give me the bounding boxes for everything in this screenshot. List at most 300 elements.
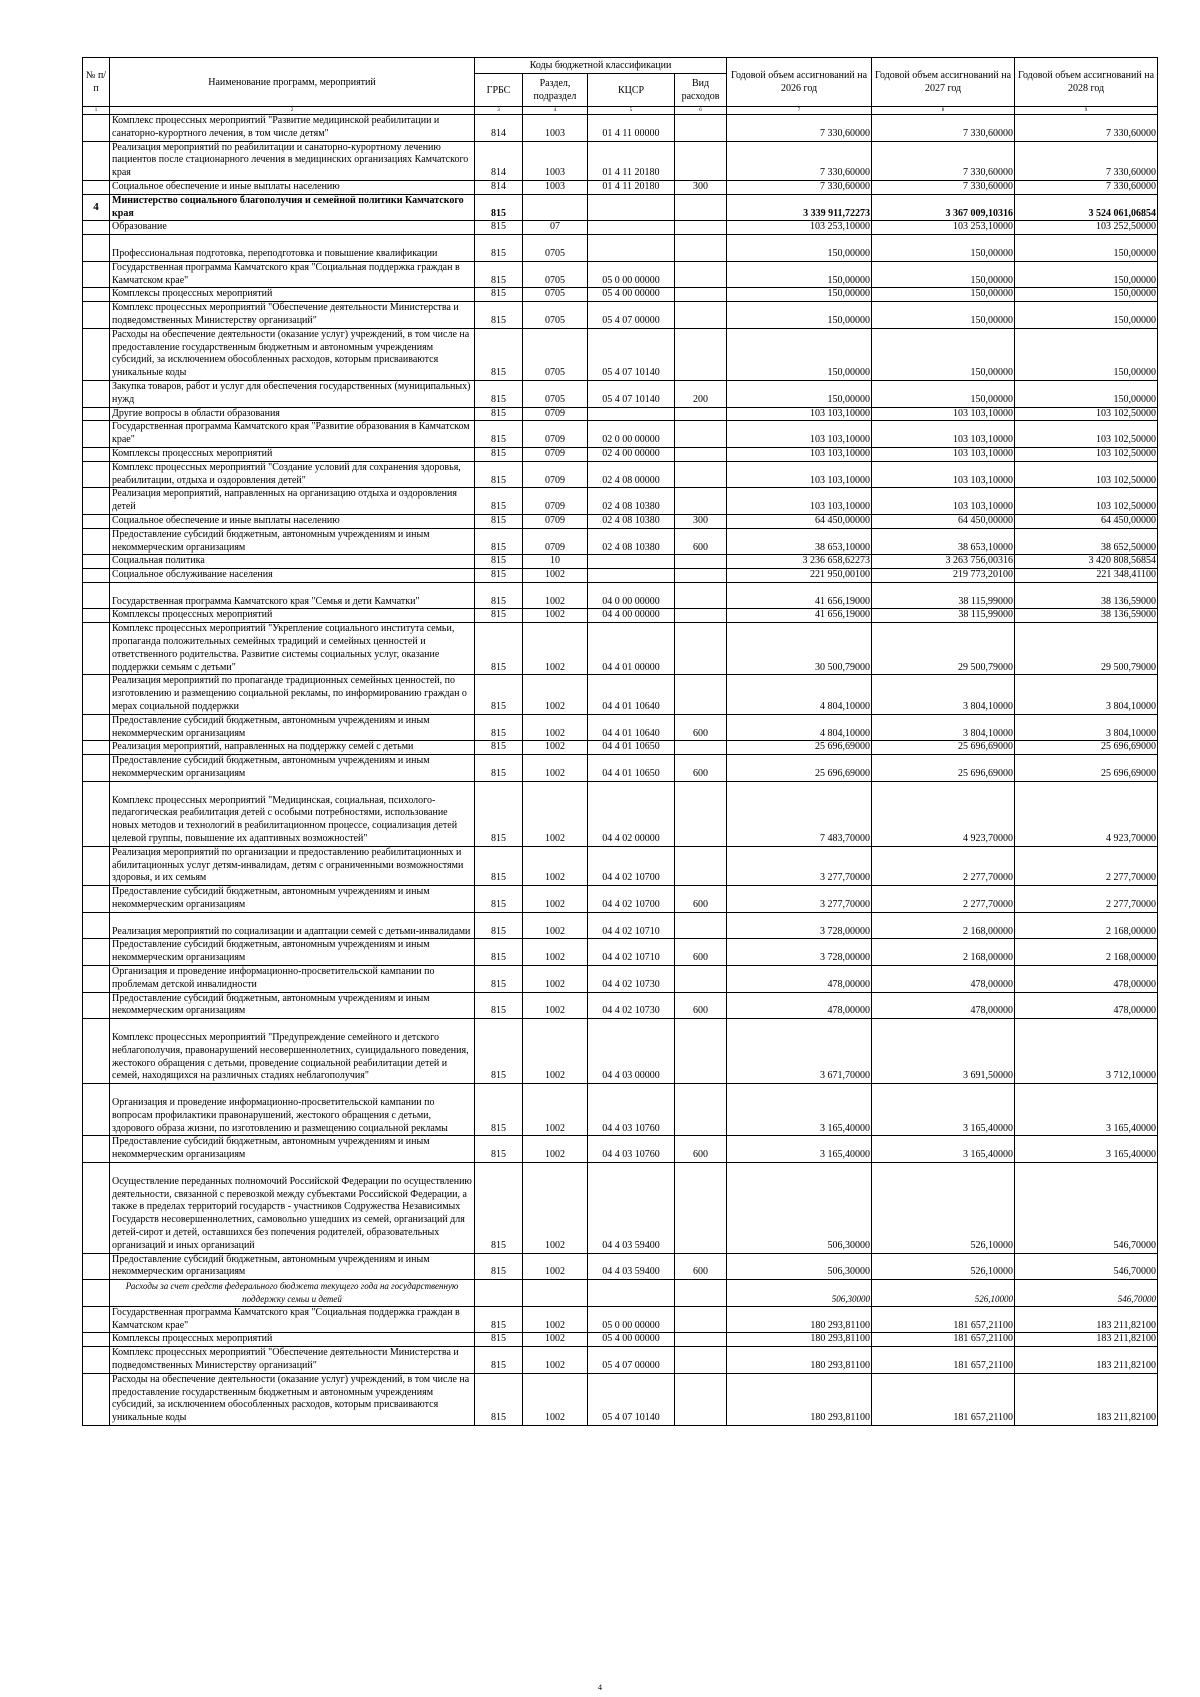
- grbs-code: 815: [475, 582, 523, 609]
- vid-code: [675, 609, 727, 623]
- vid-code: [675, 1019, 727, 1084]
- razdel-code: 0705: [523, 380, 588, 407]
- razdel-code: 1002: [523, 1347, 588, 1374]
- row-number: [83, 741, 110, 755]
- row-number: [83, 302, 110, 329]
- table-row: [83, 582, 1158, 609]
- amount-2027: 150,00000: [872, 302, 1015, 329]
- razdel-code: [523, 194, 588, 221]
- grbs-code: 815: [475, 623, 523, 675]
- amount-2027: 181 657,21100: [872, 1306, 1015, 1333]
- vid-code: 600: [675, 714, 727, 741]
- amount-2028: 2 277,70000: [1015, 886, 1158, 913]
- col-2027-header: Годовой объем ассигнований на 2027 год: [872, 58, 1015, 107]
- grbs-code: 815: [475, 886, 523, 913]
- grbs-code: 815: [475, 461, 523, 488]
- kcsr-code: 04 4 02 10710: [588, 912, 675, 939]
- program-name: Комплексы процессных мероприятий: [110, 1333, 475, 1347]
- razdel-code: 1002: [523, 912, 588, 939]
- vid-code: [675, 421, 727, 448]
- razdel-code: 0709: [523, 407, 588, 421]
- amount-2028: 4 923,70000: [1015, 781, 1158, 846]
- kcsr-code: 04 4 03 59400: [588, 1162, 675, 1253]
- amount-2026: 64 450,00000: [727, 514, 872, 528]
- col-grbs-header: ГРБС: [475, 74, 523, 107]
- grbs-code: 815: [475, 714, 523, 741]
- amount-2026: 4 804,10000: [727, 675, 872, 714]
- row-number: [83, 886, 110, 913]
- amount-2026: 25 696,69000: [727, 741, 872, 755]
- razdel-code: 1002: [523, 992, 588, 1019]
- razdel-code: 1003: [523, 180, 588, 194]
- vid-code: [675, 221, 727, 235]
- kcsr-code: 04 4 03 10760: [588, 1084, 675, 1136]
- grbs-code: 815: [475, 261, 523, 288]
- grbs-code: 815: [475, 1019, 523, 1084]
- razdel-code: 1002: [523, 569, 588, 583]
- program-name: Комплексы процессных мероприятий: [110, 609, 475, 623]
- amount-2026: 3 277,70000: [727, 886, 872, 913]
- program-name: Предоставление субсидий бюджетным, автономным учреждениям и иным некоммерческим организациям: [110, 714, 475, 741]
- grbs-code: 815: [475, 221, 523, 235]
- table-row: [83, 912, 1158, 939]
- program-name: Государственная программа Камчатского края "Семья и дети Камчатки": [110, 582, 475, 609]
- amount-2027: 103 103,10000: [872, 447, 1015, 461]
- program-name: Комплекс процессных мероприятий "Развитие медицинской реабилитации и санаторно-курортного лечения, в том числе детям": [110, 115, 475, 142]
- table-row: [83, 115, 1158, 142]
- grbs-code: 815: [475, 514, 523, 528]
- program-name: Реализация мероприятий, направленных на поддержку семей с детьми: [110, 741, 475, 755]
- row-number: [83, 1019, 110, 1084]
- amount-2026: 150,00000: [727, 302, 872, 329]
- table-row: [83, 1253, 1158, 1280]
- amount-2028: 103 102,50000: [1015, 447, 1158, 461]
- amount-2026: 3 339 911,72273: [727, 194, 872, 221]
- program-name: Предоставление субсидий бюджетным, автономным учреждениям и иным некоммерческим организациям: [110, 528, 475, 555]
- kcsr-code: 04 4 02 00000: [588, 781, 675, 846]
- program-name: Социальное обслуживание населения: [110, 569, 475, 583]
- vid-code: [675, 447, 727, 461]
- amount-2028: 29 500,79000: [1015, 623, 1158, 675]
- amount-2027: 2 277,70000: [872, 886, 1015, 913]
- razdel-code: 1002: [523, 675, 588, 714]
- kcsr-code: 04 4 01 10640: [588, 714, 675, 741]
- amount-2026: 180 293,81100: [727, 1333, 872, 1347]
- vid-code: [675, 488, 727, 515]
- program-name: Комплекс процессных мероприятий "Предупреждение семейного и детского неблагополучия, правонарушений несовершеннолетних, суицидального поведения, жестокого обращения с детьми, проведение социальной реабилитации детей и семей, находящихся на различных стадиях неблагополучия": [110, 1019, 475, 1084]
- program-name: Реализация мероприятий по пропаганде традиционных семейных ценностей, по изготовлению и размещению социальной рекламы, по информированию граждан о мерах социальной поддержки: [110, 675, 475, 714]
- amount-2028: 150,00000: [1015, 288, 1158, 302]
- grbs-code: 815: [475, 1347, 523, 1374]
- razdel-code: 1002: [523, 939, 588, 966]
- amount-2026: 41 656,19000: [727, 582, 872, 609]
- row-number: [83, 1136, 110, 1163]
- row-number: 4: [83, 194, 110, 221]
- amount-2028: 3 712,10000: [1015, 1019, 1158, 1084]
- amount-2027: 150,00000: [872, 261, 1015, 288]
- amount-2027: 2 168,00000: [872, 912, 1015, 939]
- row-number: [83, 582, 110, 609]
- row-number: [83, 1373, 110, 1425]
- razdel-code: 1002: [523, 1253, 588, 1280]
- table-row: [83, 886, 1158, 913]
- table-row: [83, 741, 1158, 755]
- grbs-code: 815: [475, 781, 523, 846]
- amount-2026: 7 330,60000: [727, 115, 872, 142]
- program-name: Предоставление субсидий бюджетным, автономным учреждениям и иным некоммерческим организациям: [110, 886, 475, 913]
- row-number: [83, 447, 110, 461]
- kcsr-code: [588, 569, 675, 583]
- row-number: [83, 1280, 110, 1307]
- vid-code: 600: [675, 886, 727, 913]
- amount-2026: 25 696,69000: [727, 755, 872, 782]
- amount-2027: 150,00000: [872, 380, 1015, 407]
- table-row: [83, 380, 1158, 407]
- grbs-code: 814: [475, 115, 523, 142]
- col-kcsr-header: КЦСР: [588, 74, 675, 107]
- amount-2026: 103 103,10000: [727, 447, 872, 461]
- col-num-header: № п/п: [83, 58, 110, 107]
- razdel-code: 1002: [523, 1333, 588, 1347]
- row-number: [83, 488, 110, 515]
- kcsr-code: 05 4 07 10140: [588, 380, 675, 407]
- grbs-code: 815: [475, 380, 523, 407]
- program-name: Предоставление субсидий бюджетным, автономным учреждениям и иным некоммерческим организациям: [110, 1136, 475, 1163]
- amount-2026: 103 103,10000: [727, 488, 872, 515]
- amount-2027: 7 330,60000: [872, 141, 1015, 180]
- vid-code: [675, 194, 727, 221]
- razdel-code: 1003: [523, 115, 588, 142]
- kcsr-code: [588, 1280, 675, 1307]
- razdel-code: 1002: [523, 1306, 588, 1333]
- amount-2026: 150,00000: [727, 288, 872, 302]
- kcsr-code: 05 4 07 10140: [588, 328, 675, 380]
- row-number: [83, 755, 110, 782]
- col-razdel-header: Раздел, подраздел: [523, 74, 588, 107]
- grbs-code: 815: [475, 569, 523, 583]
- vid-code: 300: [675, 180, 727, 194]
- table-row: [83, 966, 1158, 993]
- kcsr-code: [588, 221, 675, 235]
- kcsr-code: 05 0 00 00000: [588, 261, 675, 288]
- amount-2028: 150,00000: [1015, 302, 1158, 329]
- table-body: [83, 115, 1158, 1426]
- program-name: Профессиональная подготовка, переподготовка и повышение квалификации: [110, 235, 475, 262]
- amount-2028: 183 211,82100: [1015, 1347, 1158, 1374]
- amount-2026: 3 728,00000: [727, 912, 872, 939]
- amount-2026: 30 500,79000: [727, 623, 872, 675]
- program-name: Реализация мероприятий, направленных на организацию отдыха и оздоровления детей: [110, 488, 475, 515]
- vid-code: [675, 912, 727, 939]
- razdel-code: 1003: [523, 141, 588, 180]
- kcsr-code: 02 4 08 10380: [588, 514, 675, 528]
- col-index: 9: [1015, 107, 1158, 115]
- table-row: [83, 221, 1158, 235]
- amount-2028: 38 136,59000: [1015, 582, 1158, 609]
- amount-2028: 38 136,59000: [1015, 609, 1158, 623]
- vid-code: [675, 555, 727, 569]
- kcsr-code: 01 4 11 00000: [588, 115, 675, 142]
- amount-2028: 183 211,82100: [1015, 1373, 1158, 1425]
- kcsr-code: 02 0 00 00000: [588, 421, 675, 448]
- table-row: [83, 1373, 1158, 1425]
- amount-2027: 103 103,10000: [872, 461, 1015, 488]
- amount-2026: 3 165,40000: [727, 1136, 872, 1163]
- col-2026-header: Годовой объем ассигнований на 2026 год: [727, 58, 872, 107]
- kcsr-code: 04 4 03 59400: [588, 1253, 675, 1280]
- row-number: [83, 781, 110, 846]
- amount-2026: 150,00000: [727, 261, 872, 288]
- razdel-code: 0705: [523, 328, 588, 380]
- col-index: 4: [523, 107, 588, 115]
- amount-2026: 103 103,10000: [727, 407, 872, 421]
- vid-code: [675, 781, 727, 846]
- razdel-code: 1002: [523, 846, 588, 885]
- program-name: Комплексы процессных мероприятий: [110, 288, 475, 302]
- kcsr-code: 02 4 08 00000: [588, 461, 675, 488]
- amount-2027: 150,00000: [872, 288, 1015, 302]
- vid-code: 200: [675, 380, 727, 407]
- amount-2027: 150,00000: [872, 328, 1015, 380]
- razdel-code: 0705: [523, 235, 588, 262]
- amount-2026: 38 653,10000: [727, 528, 872, 555]
- amount-2027: 64 450,00000: [872, 514, 1015, 528]
- page-number: 4: [598, 1683, 602, 1692]
- amount-2028: 3 804,10000: [1015, 714, 1158, 741]
- vid-code: 600: [675, 1253, 727, 1280]
- amount-2027: 38 115,99000: [872, 582, 1015, 609]
- amount-2028: 150,00000: [1015, 380, 1158, 407]
- amount-2027: 103 103,10000: [872, 421, 1015, 448]
- amount-2027: 38 115,99000: [872, 609, 1015, 623]
- amount-2028: 478,00000: [1015, 992, 1158, 1019]
- table-row: [83, 141, 1158, 180]
- kcsr-code: 05 4 00 00000: [588, 288, 675, 302]
- razdel-code: 1002: [523, 623, 588, 675]
- vid-code: [675, 261, 727, 288]
- amount-2026: 180 293,81100: [727, 1306, 872, 1333]
- amount-2028: 3 420 808,56854: [1015, 555, 1158, 569]
- kcsr-code: [588, 407, 675, 421]
- amount-2028: 38 652,50000: [1015, 528, 1158, 555]
- table-row: [83, 992, 1158, 1019]
- kcsr-code: 02 4 08 10380: [588, 528, 675, 555]
- row-number: [83, 555, 110, 569]
- amount-2027: 526,10000: [872, 1280, 1015, 1307]
- codes-group-header: Коды бюджетной классификации: [475, 58, 727, 74]
- amount-2028: 2 277,70000: [1015, 846, 1158, 885]
- vid-code: 600: [675, 992, 727, 1019]
- vid-code: [675, 1084, 727, 1136]
- grbs-code: 815: [475, 1162, 523, 1253]
- amount-2026: 3 277,70000: [727, 846, 872, 885]
- grbs-code: 815: [475, 288, 523, 302]
- row-number: [83, 1306, 110, 1333]
- amount-2026: 7 330,60000: [727, 180, 872, 194]
- amount-2027: 25 696,69000: [872, 755, 1015, 782]
- table-row: [83, 939, 1158, 966]
- amount-2027: 526,10000: [872, 1253, 1015, 1280]
- amount-2026: 7 483,70000: [727, 781, 872, 846]
- col-index: 1: [83, 107, 110, 115]
- kcsr-code: [588, 194, 675, 221]
- row-number: [83, 221, 110, 235]
- vid-code: 600: [675, 1136, 727, 1163]
- amount-2028: 150,00000: [1015, 235, 1158, 262]
- program-name: Комплекс процессных мероприятий "Укрепление социального института семьи, пропаганда положительных семейных традиций и семейных ценностей и ответственного родительства. Развитие системы социальных услуг, оказание поддержки семьям с детьми": [110, 623, 475, 675]
- grbs-code: 815: [475, 488, 523, 515]
- amount-2027: 181 657,21100: [872, 1347, 1015, 1374]
- kcsr-code: 04 4 00 00000: [588, 609, 675, 623]
- row-number: [83, 461, 110, 488]
- vid-code: [675, 1373, 727, 1425]
- program-name: Государственная программа Камчатского края "Социальная поддержка граждан в Камчатском крае": [110, 261, 475, 288]
- program-name: Социальная политика: [110, 555, 475, 569]
- table-row: [83, 1280, 1158, 1307]
- razdel-code: 1002: [523, 966, 588, 993]
- razdel-code: 1002: [523, 582, 588, 609]
- row-number: [83, 1084, 110, 1136]
- grbs-code: 815: [475, 846, 523, 885]
- program-name: Организация и проведение информационно-просветительской кампании по вопросам профилактики правонарушений, жестокого обращения с детьми, здорового образа жизни, по изготовлению и размещению социальной рекламы: [110, 1084, 475, 1136]
- program-name: Государственная программа Камчатского края "Социальная поддержка граждан в Камчатском крае": [110, 1306, 475, 1333]
- amount-2028: 478,00000: [1015, 966, 1158, 993]
- amount-2028: 3 804,10000: [1015, 675, 1158, 714]
- grbs-code: 815: [475, 528, 523, 555]
- program-name: Комплекс процессных мероприятий "Медицинская, социальная, психолого-педагогическая реабилитация детей с особыми потребностями, использование новых методов и технологий в реабилитационном процессе, социализация детей целевой группы, повышение их адаптивных возможностей": [110, 781, 475, 846]
- vid-code: [675, 1162, 727, 1253]
- program-name: Осуществление переданных полномочий Российской Федерации по осуществлению деятельности, связанной с перевозкой между субъектами Российской Федерации, а также в пределах территорий государств - участников Содружества Независимых Государств несовершеннолетних, самовольно ушедших из семей, организаций для детей-сирот и детей, оставшихся без попечения родителей, образовательных организаций и иных организаций: [110, 1162, 475, 1253]
- program-name: Комплекс процессных мероприятий "Обеспечение деятельности Министерства и подведомственных Министерству организаций": [110, 1347, 475, 1374]
- razdel-code: 10: [523, 555, 588, 569]
- vid-code: [675, 569, 727, 583]
- row-number: [83, 609, 110, 623]
- kcsr-code: [588, 555, 675, 569]
- amount-2026: 3 671,70000: [727, 1019, 872, 1084]
- amount-2026: 103 103,10000: [727, 421, 872, 448]
- amount-2028: 103 102,50000: [1015, 421, 1158, 448]
- program-name: Организация и проведение информационно-просветительской кампании по проблемам детской инвалидности: [110, 966, 475, 993]
- grbs-code: [475, 1280, 523, 1307]
- row-number: [83, 1347, 110, 1374]
- table-row: [83, 194, 1158, 221]
- razdel-code: 1002: [523, 1373, 588, 1425]
- table-row: [83, 1136, 1158, 1163]
- amount-2027: 3 804,10000: [872, 675, 1015, 714]
- kcsr-code: 04 4 01 10640: [588, 675, 675, 714]
- razdel-code: [523, 1280, 588, 1307]
- vid-code: 600: [675, 755, 727, 782]
- amount-2028: 2 168,00000: [1015, 912, 1158, 939]
- grbs-code: 815: [475, 1253, 523, 1280]
- table-row: [83, 755, 1158, 782]
- budget-table-sheet: [82, 57, 1157, 1426]
- program-name: Государственная программа Камчатского края "Развитие образования в Камчатском крае": [110, 421, 475, 448]
- amount-2027: 103 103,10000: [872, 488, 1015, 515]
- table-row: [83, 261, 1158, 288]
- amount-2026: 478,00000: [727, 966, 872, 993]
- amount-2027: 3 804,10000: [872, 714, 1015, 741]
- kcsr-code: 04 0 00 00000: [588, 582, 675, 609]
- grbs-code: 815: [475, 302, 523, 329]
- row-number: [83, 912, 110, 939]
- program-name: Предоставление субсидий бюджетным, автономным учреждениям и иным некоммерческим организациям: [110, 939, 475, 966]
- vid-code: [675, 582, 727, 609]
- amount-2026: 41 656,19000: [727, 609, 872, 623]
- razdel-code: 0709: [523, 447, 588, 461]
- razdel-code: 1002: [523, 781, 588, 846]
- grbs-code: 815: [475, 1373, 523, 1425]
- table-row: [83, 328, 1158, 380]
- amount-2028: 2 168,00000: [1015, 939, 1158, 966]
- row-number: [83, 180, 110, 194]
- grbs-code: 815: [475, 194, 523, 221]
- program-name: Закупка товаров, работ и услуг для обеспечения государственных (муниципальных) нужд: [110, 380, 475, 407]
- program-name: Министерство социального благополучия и семейной политики Камчатского края: [110, 194, 475, 221]
- col-index: 5: [588, 107, 675, 115]
- row-number: [83, 141, 110, 180]
- amount-2028: 103 102,50000: [1015, 488, 1158, 515]
- amount-2027: 3 165,40000: [872, 1084, 1015, 1136]
- amount-2028: 546,70000: [1015, 1162, 1158, 1253]
- table-row: [83, 555, 1158, 569]
- amount-2026: 3 165,40000: [727, 1084, 872, 1136]
- program-name: Расходы на обеспечение деятельности (оказание услуг) учреждений, в том числе на предоставление государственным бюджетным и автономным учреждениям субсидий, за исключением обособленных расходов, которым присваиваются уникальные коды: [110, 328, 475, 380]
- row-number: [83, 261, 110, 288]
- program-name: Комплекс процессных мероприятий "Обеспечение деятельности Министерства и подведомственных Министерству организаций": [110, 302, 475, 329]
- amount-2027: 29 500,79000: [872, 623, 1015, 675]
- kcsr-code: 05 4 00 00000: [588, 1333, 675, 1347]
- amount-2027: 3 367 009,10316: [872, 194, 1015, 221]
- table-row: [83, 1019, 1158, 1084]
- row-number: [83, 514, 110, 528]
- table-row: [83, 623, 1158, 675]
- grbs-code: 815: [475, 912, 523, 939]
- amount-2028: 103 252,50000: [1015, 221, 1158, 235]
- row-number: [83, 407, 110, 421]
- vid-code: 600: [675, 939, 727, 966]
- table-row: [83, 609, 1158, 623]
- grbs-code: 815: [475, 1333, 523, 1347]
- amount-2028: 546,70000: [1015, 1253, 1158, 1280]
- col-index: 6: [675, 107, 727, 115]
- razdel-code: 0705: [523, 261, 588, 288]
- table-row: [83, 1333, 1158, 1347]
- kcsr-code: 02 4 08 10380: [588, 488, 675, 515]
- vid-code: [675, 328, 727, 380]
- row-number: [83, 569, 110, 583]
- grbs-code: 815: [475, 1136, 523, 1163]
- grbs-code: 815: [475, 421, 523, 448]
- razdel-code: 0709: [523, 421, 588, 448]
- amount-2027: 38 653,10000: [872, 528, 1015, 555]
- amount-2026: 180 293,81100: [727, 1373, 872, 1425]
- program-name: Реализация мероприятий по социализации и адаптации семей с детьми-инвалидами: [110, 912, 475, 939]
- row-number: [83, 235, 110, 262]
- vid-code: [675, 235, 727, 262]
- table-row: [83, 528, 1158, 555]
- row-number: [83, 675, 110, 714]
- razdel-code: 1002: [523, 886, 588, 913]
- grbs-code: 815: [475, 1306, 523, 1333]
- amount-2027: 181 657,21100: [872, 1333, 1015, 1347]
- row-number: [83, 623, 110, 675]
- table-row: [83, 235, 1158, 262]
- vid-code: [675, 966, 727, 993]
- amount-2028: 25 696,69000: [1015, 755, 1158, 782]
- kcsr-code: 02 4 00 00000: [588, 447, 675, 461]
- razdel-code: 0709: [523, 514, 588, 528]
